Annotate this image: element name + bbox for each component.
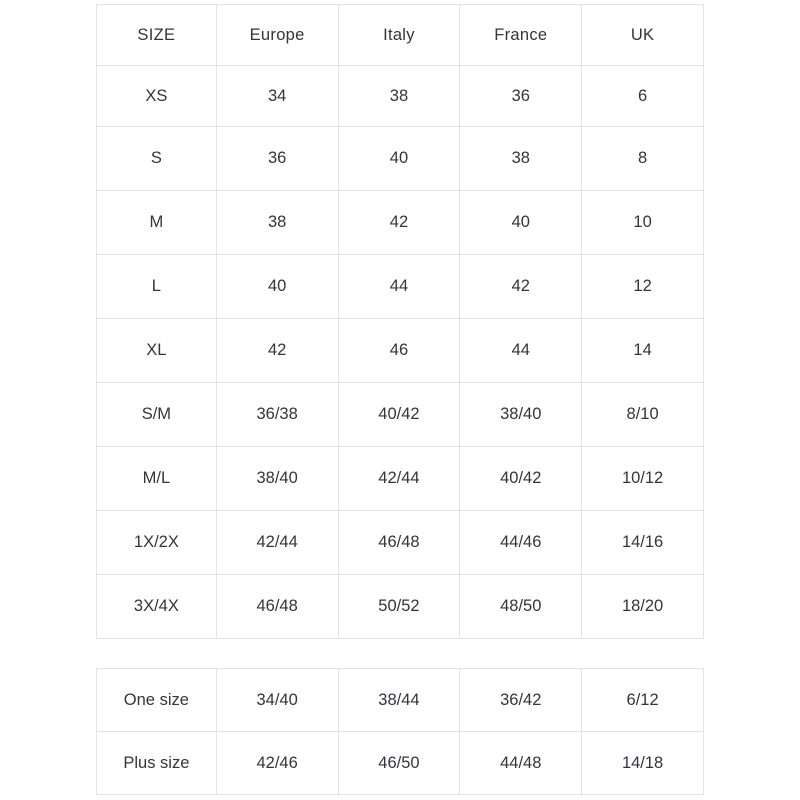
cell-italy: 42/44 — [338, 447, 460, 511]
cell-europe: 42 — [216, 319, 338, 383]
table-body — [97, 669, 704, 795]
cell-europe: 46/48 — [216, 575, 338, 639]
cell-uk: 8 — [582, 127, 704, 191]
column-header-europe: Europe — [216, 5, 338, 66]
cell-france: 40/42 — [460, 447, 582, 511]
row-size-label: M/L — [97, 447, 217, 511]
cell-italy: 46/48 — [338, 511, 460, 575]
cell-italy: 38/44 — [338, 669, 460, 732]
cell-france: 42 — [460, 255, 582, 319]
table-header — [97, 5, 704, 66]
cell-europe: 42/44 — [216, 511, 338, 575]
column-header-italy: Italy — [338, 5, 460, 66]
table-row — [97, 669, 704, 732]
row-size-label: L — [97, 255, 217, 319]
cell-france: 44/48 — [460, 732, 582, 795]
cell-uk: 12 — [582, 255, 704, 319]
cell-italy: 40 — [338, 127, 460, 191]
cell-france: 40 — [460, 191, 582, 255]
column-header-france: France — [460, 5, 582, 66]
table-row — [97, 511, 704, 575]
cell-uk: 10 — [582, 191, 704, 255]
cell-italy: 40/42 — [338, 383, 460, 447]
row-size-label: One size — [97, 669, 217, 732]
cell-italy: 46 — [338, 319, 460, 383]
table-header-row — [97, 5, 704, 66]
cell-uk: 6/12 — [582, 669, 704, 732]
cell-france: 36 — [460, 66, 582, 127]
table-row — [97, 127, 704, 191]
cell-uk: 6 — [582, 66, 704, 127]
cell-france: 36/42 — [460, 669, 582, 732]
row-size-label: Plus size — [97, 732, 217, 795]
cell-europe: 38/40 — [216, 447, 338, 511]
cell-france: 38/40 — [460, 383, 582, 447]
cell-italy: 46/50 — [338, 732, 460, 795]
cell-europe: 38 — [216, 191, 338, 255]
cell-italy: 50/52 — [338, 575, 460, 639]
cell-france: 44 — [460, 319, 582, 383]
cell-france: 48/50 — [460, 575, 582, 639]
cell-france: 38 — [460, 127, 582, 191]
table-row — [97, 447, 704, 511]
cell-italy: 44 — [338, 255, 460, 319]
cell-uk: 14/16 — [582, 511, 704, 575]
cell-europe: 34/40 — [216, 669, 338, 732]
cell-uk: 14/18 — [582, 732, 704, 795]
cell-italy: 38 — [338, 66, 460, 127]
cell-europe: 34 — [216, 66, 338, 127]
row-size-label: 1X/2X — [97, 511, 217, 575]
table-body — [97, 66, 704, 639]
table-row — [97, 383, 704, 447]
cell-uk: 10/12 — [582, 447, 704, 511]
cell-europe: 36/38 — [216, 383, 338, 447]
cell-europe: 40 — [216, 255, 338, 319]
table-row — [97, 191, 704, 255]
cell-europe: 36 — [216, 127, 338, 191]
row-size-label: S/M — [97, 383, 217, 447]
cell-uk: 8/10 — [582, 383, 704, 447]
column-header-uk: UK — [582, 5, 704, 66]
row-size-label: M — [97, 191, 217, 255]
row-size-label: XL — [97, 319, 217, 383]
cell-europe: 42/46 — [216, 732, 338, 795]
cell-italy: 42 — [338, 191, 460, 255]
cell-uk: 18/20 — [582, 575, 704, 639]
table-row — [97, 575, 704, 639]
row-size-label: 3X/4X — [97, 575, 217, 639]
one-size-table — [96, 668, 704, 795]
table-row — [97, 732, 704, 795]
row-size-label: XS — [97, 66, 217, 127]
table-row — [97, 66, 704, 127]
cell-france: 44/46 — [460, 511, 582, 575]
cell-uk: 14 — [582, 319, 704, 383]
size-conversion-table — [96, 4, 704, 639]
table-row — [97, 255, 704, 319]
row-size-label: S — [97, 127, 217, 191]
column-header-size: SIZE — [97, 5, 217, 66]
table-row — [97, 319, 704, 383]
